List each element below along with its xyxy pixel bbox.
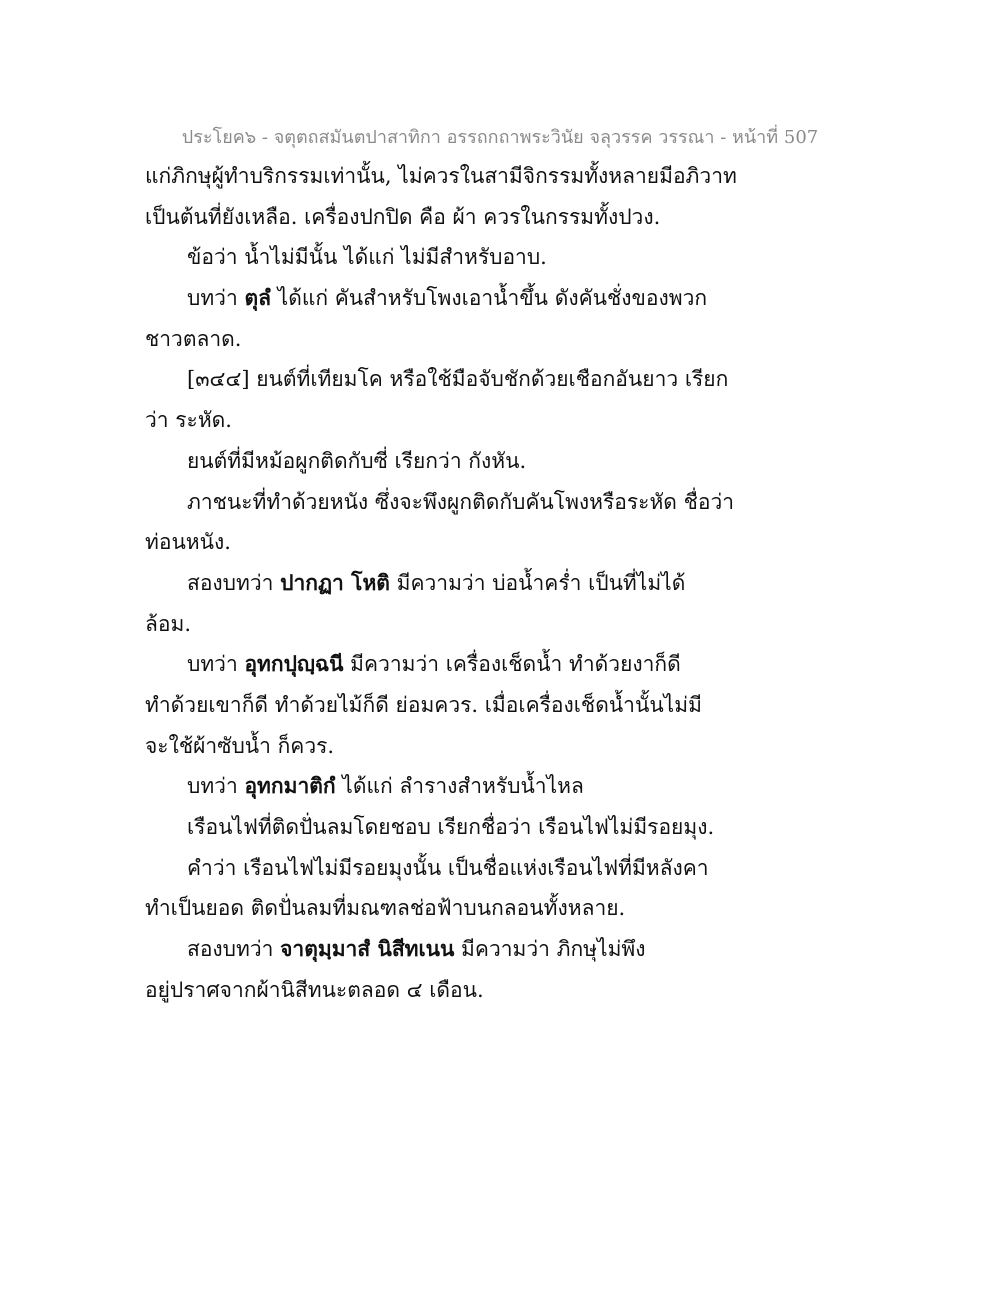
text-line [145,197,865,238]
text-line [145,237,865,278]
text-segment: อยู่ปราศจากผ้านิสีทนะตลอด ๔ เดือน. [145,977,484,1002]
text-segment: เรือนไฟที่ติดปั่นลมโดยชอบ เรียกชื่อว่า เรือนไฟไม่มีรอยมุง. [187,815,715,839]
text-segment: ทำเป็นยอด ติดปั่นลมที่มณฑลช่อฟ้าบนกลอนทั้งหลาย. [145,896,626,921]
text-segment: คำว่า เรือนไฟไม่มีรอยมุงนั้น เป็นชื่อแห่งเรือนไฟที่มีหลังคา [187,855,709,880]
text-line [145,644,865,685]
text-line [145,888,865,929]
text-segment: ข้อว่า น้ำไม่มีนั้น ได้แก่ ไม่มีสำหรับอาบ. [187,245,547,270]
text-segment: จะใช้ผ้าซับน้ำ ก็ควร. [145,733,335,758]
text-line [145,319,865,360]
page-header: ประโยค๖ - จตุตถสมันตปาสาทิกา อรรถกถาพระวินัย จลุวรรค วรรณา - หน้าที่ 507 [181,127,819,148]
text-line [145,278,865,319]
text-segment: ชาวตลาด. [145,326,242,351]
text-line [145,726,865,767]
text-segment: ได้แก่ ลำรางสำหรับน้ำไหล [335,774,584,799]
text-line [145,482,865,523]
text-segment: บทว่า [187,286,245,311]
text-segment: [๓๔๔] ยนต์ที่เทียมโค หรือใช้มือจับชักด้วยเชือกอันยาว เรียก [187,367,729,392]
text-segment: ว่า ระหัด. [145,408,232,433]
text-line [145,522,865,563]
bold-term: อุทกมาติกํ [244,773,336,799]
text-segment: ท่อนหนัง. [145,530,231,555]
text-line [145,766,865,807]
bold-term: ตุลํ [244,285,271,311]
text-line [145,563,865,604]
text-line [145,400,865,441]
text-segment: ล้อม. [145,611,191,636]
bold-term: จาตุมฺมาสํ นิสีทเนน [280,936,455,962]
text-segment: มีความว่า เครื่องเช็ดน้ำ ทำด้วยงาก็ดี [343,652,681,677]
text-segment: บทว่า [187,774,245,799]
text-segment: ทำด้วยเขาก็ดี ทำด้วยไม้ก็ดี ย่อมควร. เมื่อเครื่องเช็ดน้ำนั้นไม่มี [145,692,702,717]
text-line [145,970,865,1011]
text-segment: มีความว่า บ่อน้ำคร่ำ เป็นที่ไม่ได้ [389,570,686,595]
text-segment: ยนต์ที่มีหม้อผูกติดกับซี่ เรียกว่า กังหัน. [187,448,527,473]
text-segment: สองบทว่า [187,937,281,962]
text-segment: บทว่า [187,652,245,677]
text-line [145,441,865,482]
text-line [145,604,865,645]
body-text [145,156,865,1010]
text-line [145,807,865,848]
bold-term: อุทกปุญฺฉนี [244,651,344,677]
text-segment: ภาชนะที่ทำด้วยหนัง ซึ่งจะพึงผูกติดกับคันโพงหรือระหัด ชื่อว่า [187,489,735,514]
bold-term: ปากฏา โหติ [280,569,390,595]
text-segment: มีความว่า ภิกษุไม่พึง [454,937,646,962]
text-line [145,929,865,970]
text-segment: สองบทว่า [187,570,281,595]
text-segment: เป็นต้นที่ยังเหลือ. เครื่องปกปิด คือ ผ้า ควรในกรรมทั้งปวง. [145,204,661,229]
text-line [145,359,865,400]
text-segment: แก่ภิกษุผู้ทำบริกรรมเท่านั้น, ไม่ควรในสามีจิกรรมทั้งหลายมีอภิวาท [145,164,737,188]
text-line [145,685,865,726]
text-line [145,848,865,889]
text-segment: ได้แก่ คันสำหรับโพงเอาน้ำขึ้น ดังคันชั่งของพวก [270,286,708,311]
text-line [145,156,865,197]
